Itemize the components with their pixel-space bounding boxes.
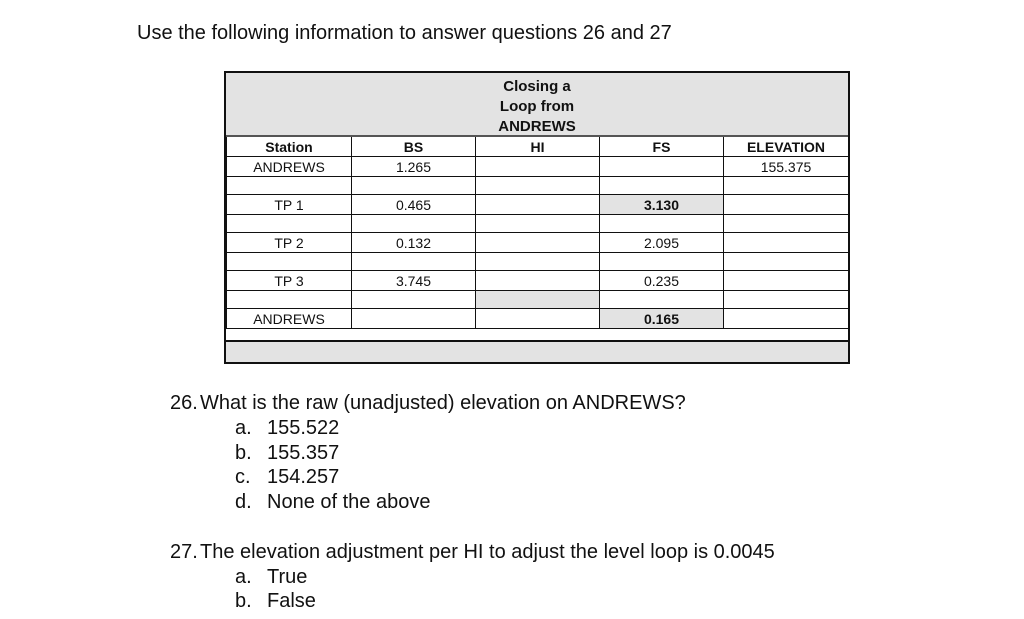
table-footer-bar [226, 340, 848, 362]
cell-elevation [724, 233, 849, 253]
option-letter: d. [235, 491, 252, 513]
spacer-row [227, 215, 849, 233]
question-26 [170, 392, 686, 415]
header-fs: FS [600, 137, 724, 157]
cell-station: ANDREWS [227, 157, 352, 177]
cell-fs: 3.130 [600, 195, 724, 215]
option-text: 155.357 [267, 442, 340, 464]
table-row [227, 271, 849, 291]
header-row [227, 137, 849, 157]
option-26b [235, 442, 339, 465]
option-text: 154.257 [267, 466, 340, 488]
cell-elevation [724, 271, 849, 291]
table-row [227, 195, 849, 215]
table-banner [226, 73, 848, 137]
header-elevation: ELEVATION [724, 137, 849, 157]
cell-fs: 0.235 [600, 271, 724, 291]
option-letter: b. [235, 442, 252, 464]
cell-hi [476, 195, 600, 215]
table-row [227, 233, 849, 253]
intro-text: Use the following information to answer questions 26 and 27 [137, 22, 672, 44]
option-letter: a. [235, 417, 252, 439]
option-letter: b. [235, 590, 252, 612]
cell-bs: 0.132 [352, 233, 476, 253]
option-text: True [267, 566, 308, 588]
option-26d [235, 491, 430, 514]
cell-fs [600, 157, 724, 177]
option-27a [235, 566, 307, 589]
option-26c [235, 466, 339, 489]
cell-elevation: 155.375 [724, 157, 849, 177]
cell-station: TP 1 [227, 195, 352, 215]
question-number: 26. [170, 392, 198, 414]
cell-elevation [724, 195, 849, 215]
question-text: The elevation adjustment per HI to adjust the level loop is 0.0045 [200, 541, 775, 563]
option-letter: a. [235, 566, 252, 588]
cell-hi [476, 233, 600, 253]
option-text: None of the above [267, 491, 431, 513]
header-bs: BS [352, 137, 476, 157]
cell-elevation [724, 309, 849, 329]
banner-title [226, 77, 848, 137]
spacer-row [227, 253, 849, 271]
banner-line: Loop from [499, 98, 575, 115]
cell-hi [476, 309, 600, 329]
level-loop-table [224, 71, 850, 364]
spacer-row [227, 291, 849, 309]
cell-hi [476, 157, 600, 177]
header-station: Station [227, 137, 352, 157]
table-row [227, 309, 849, 329]
question-number: 27. [170, 541, 198, 563]
question-text: What is the raw (unadjusted) elevation on ANDREWS? [200, 392, 686, 414]
table-row [227, 157, 849, 177]
option-27b [235, 590, 316, 613]
level-grid [226, 137, 849, 329]
cell-bs: 0.465 [352, 195, 476, 215]
cell-bs: 3.745 [352, 271, 476, 291]
question-27 [170, 541, 775, 564]
header-hi: HI [476, 137, 600, 157]
cell-fs: 2.095 [600, 233, 724, 253]
cell-station: ANDREWS [227, 309, 352, 329]
cell-hi [476, 271, 600, 291]
spacer-row [227, 177, 849, 195]
option-text: 155.522 [267, 417, 340, 439]
cell-bs: 1.265 [352, 157, 476, 177]
cell-station: TP 2 [227, 233, 352, 253]
banner-line: ANDREWS [498, 118, 576, 135]
option-26a [235, 417, 339, 440]
option-text: False [267, 590, 316, 612]
cell-fs: 0.165 [600, 309, 724, 329]
cell-bs [352, 309, 476, 329]
cell-station: TP 3 [227, 271, 352, 291]
banner-line: Closing a [503, 78, 571, 95]
option-letter: c. [235, 466, 251, 488]
